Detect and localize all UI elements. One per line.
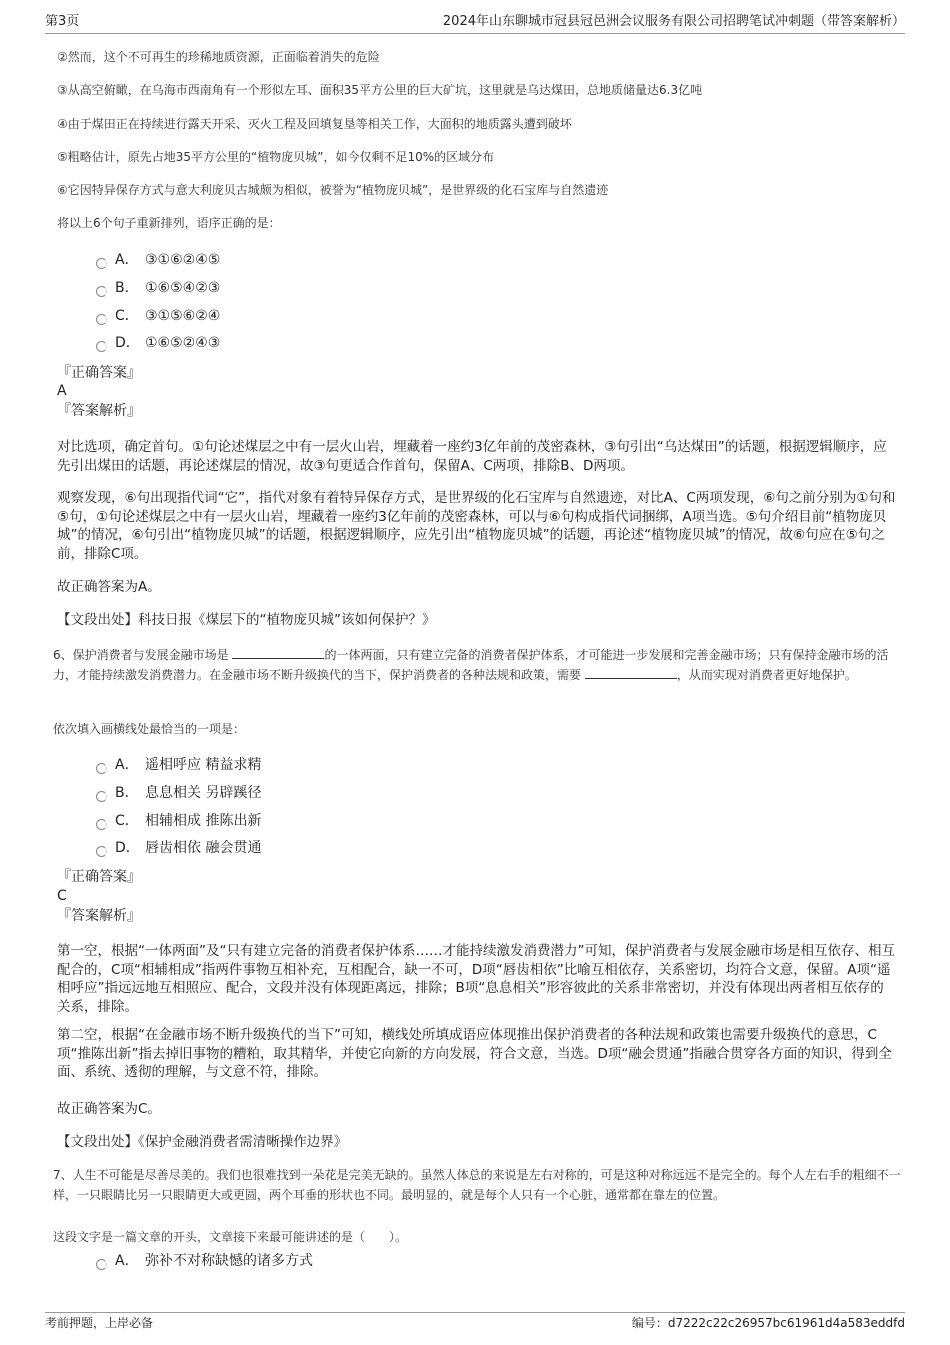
radio-icon[interactable]: [96, 819, 107, 830]
option-text: 弥补不对称缺憾的诸多方式: [145, 1253, 313, 1269]
radio-icon[interactable]: [96, 1259, 107, 1270]
footer-slogan: 考前押题，上岸必备: [45, 1316, 154, 1330]
option-letter: D．: [115, 840, 140, 856]
code-label: 编号：: [631, 1316, 668, 1330]
option-c[interactable]: [96, 306, 220, 326]
question-6-stem: [53, 645, 903, 685]
option-letter: C．: [115, 813, 139, 829]
stem-part: ，从而实现对消费者更好地保护。: [676, 668, 857, 682]
stem-part: 6、保护消费者与发展金融市场是: [53, 648, 229, 662]
fill-blank: [585, 666, 677, 679]
analysis-paragraph: 第一空，根据“一体两面”及“只有建立完备的消费者保护体系……才能持续激发消费潜力”可知，保护消费者与发展金融市场是相互依存、相互配合的，C项“相辅相成”指两件事物互相补充，互相配合，缺一不可，D项“唇齿相依”比喻互相依存，关系密切，均符合文意，保留。A项“遥相呼应”指远远地互相照应、配合，文段并没有体现距离远，排除；B项“息息相关”形容彼此的关系非常密切，并没有体现出两者相互依存的关系，排除。: [57, 943, 895, 1015]
option-b[interactable]: [96, 278, 220, 298]
option-text: ③①⑥②④⑤: [145, 252, 221, 268]
option-letter: B．: [115, 785, 139, 801]
analysis-label: 『答案解析』: [57, 403, 141, 419]
analysis-paragraph: 观察发现，⑥句出现指代词“它”，指代对象有着特异保存方式，是世界级的化石宝库与自然遗迹，对比A、C两项发现，⑥句之前分别为①句和⑤句，①句论述煤层之中有一层火山岩，埋藏着一座约3亿年前的茂密森林，可以与⑥句构成指代词捆绑，A项当选。⑤句介绍目前“植物庞贝城”的情况，⑥句引出“植物庞贝城”的话题，根据逻辑顺序，应先引出“植物庞贝城”的话题，再论述“植物庞贝城”的情况，故⑥句应在⑤句之前，排除C项。: [57, 490, 896, 562]
analysis-label: 『答案解析』: [57, 908, 141, 924]
sentence-2: ②然而，这个不可再生的珍稀地质资源，正面临着消失的危险: [57, 50, 380, 64]
option-letter: D．: [115, 335, 140, 351]
question-prompt: 将以上6个句子重新排列，语序正确的是：: [57, 216, 281, 230]
analysis-conclusion: 故正确答案为A。: [57, 579, 161, 595]
option-a[interactable]: [96, 250, 220, 270]
option-text: 相辅相成 推陈出新: [145, 813, 262, 829]
option-text: ③①⑤⑥②④: [145, 308, 221, 324]
answer-value: C: [57, 888, 67, 904]
option-text: ①⑥⑤④②③: [145, 280, 221, 296]
radio-icon[interactable]: [96, 341, 107, 352]
option-d[interactable]: [96, 838, 261, 858]
question-7-stem: 7、人生不可能是尽善尽美的。我们也很难找到一朵花是完美无缺的。虽然人体总的来说是左右对称的，可是这种对称远远不是完全的。每个人左右手的粗细不一样，一只眼睛比另一只眼睛更大或更圆，两个耳垂的形状也不同。最明显的，就是每个人只有一个心脏，通常都在靠左的位置。: [53, 1168, 901, 1202]
option-a[interactable]: [96, 1251, 313, 1271]
page-number: 第3页: [45, 14, 80, 29]
code-value: d7222c22c26957bc61961d4a583eddfd: [667, 1316, 905, 1330]
radio-icon[interactable]: [96, 286, 107, 297]
sentence-6: ⑥它因特异保存方式与意大利庞贝古城颇为相似，被誉为“植物庞贝城”，是世界级的化石宝库与自然遗迹: [57, 183, 609, 197]
sentence-3: ③从高空俯瞰，在乌海市西南角有一个形似左耳、面积35平方公里的巨大矿坑，这里就是乌达煤田，总地质储量达6.3亿吨: [57, 83, 703, 97]
option-letter: C．: [115, 308, 139, 324]
option-text: 遥相呼应 精益求精: [145, 757, 262, 773]
option-d[interactable]: [96, 333, 220, 353]
answer-label: 『正确答案』: [57, 869, 141, 885]
header-divider: [45, 33, 905, 34]
analysis-paragraph: 对比选项，确定首句。①句论述煤层之中有一层火山岩，埋藏着一座约3亿年前的茂密森林，③句引出“乌达煤田”的话题，根据逻辑顺序，应先引出煤田的话题，再论述煤层的情况，故③句更适合作首句，保留A、C两项，排除B、D两项。: [57, 439, 887, 474]
option-c[interactable]: [96, 811, 261, 831]
sentence-4: ④由于煤田正在持续进行露天开采、灭火工程及回填复垦等相关工作，大面积的地质露头遭到破坏: [57, 117, 572, 131]
radio-icon[interactable]: [96, 314, 107, 325]
option-letter: B．: [115, 280, 139, 296]
answer-value: A: [57, 383, 67, 399]
option-text: ①⑥⑤②④③: [145, 335, 221, 351]
analysis-paragraph: 第二空，根据“在金融市场不断升级换代的当下”可知，横线处所填成语应体现推出保护消费者的各种法规和政策也需要升级换代的意思，C项“推陈出新”指去掉旧事物的糟粕，取其精华，并使它向新的方向发展，符合文意，当选。D项“融会贯通”指融合贯穿各方面的知识，得到全面、系统、透彻的理解，与文意不符，排除。: [57, 1027, 892, 1080]
question-prompt: 这段文字是一篇文章的开头，文章接下来最可能讲述的是（ ）。: [53, 1230, 408, 1244]
option-letter: A．: [115, 757, 139, 773]
source-citation: 【文段出处】《保护金融消费者需清晰操作边界》: [57, 1134, 348, 1150]
option-b[interactable]: [96, 783, 261, 803]
analysis-conclusion: 故正确答案为C。: [57, 1101, 161, 1117]
stem-part: 的一体两面，只有建立完备的消费者保护体系，才可能进一步发展和完善金融市场；只有保持金融市场的活力，才能持续激发消费潜力。在金融市场不断升级换代的当下，保护消费者的各种法规和政策，需要: [53, 648, 889, 682]
sentence-5: ⑤粗略估计，原先占地35平方公里的“植物庞贝城”，如今仅剩不足10%的区域分布: [57, 150, 495, 164]
radio-icon[interactable]: [96, 791, 107, 802]
radio-icon[interactable]: [96, 258, 107, 269]
document-title: 2024年山东聊城市冠县冠邑洲会议服务有限公司招聘笔试冲刺题（带答案解析）: [442, 14, 905, 29]
document-code: [632, 1314, 905, 1331]
option-text: 息息相关 另辟蹊径: [145, 785, 262, 801]
option-text: 唇齿相依 融会贯通: [145, 840, 262, 856]
fill-blank: [232, 646, 324, 659]
option-letter: A．: [115, 1253, 139, 1269]
question-prompt: 依次填入画横线处最恰当的一项是：: [53, 722, 246, 736]
answer-label: 『正确答案』: [57, 365, 141, 381]
radio-icon[interactable]: [96, 846, 107, 857]
footer-divider: [45, 1312, 905, 1313]
radio-icon[interactable]: [96, 763, 107, 774]
option-letter: A．: [115, 252, 139, 268]
option-a[interactable]: [96, 755, 261, 775]
source-citation: 【文段出处】科技日报《煤层下的“植物庞贝城”该如何保护？》: [57, 612, 436, 628]
